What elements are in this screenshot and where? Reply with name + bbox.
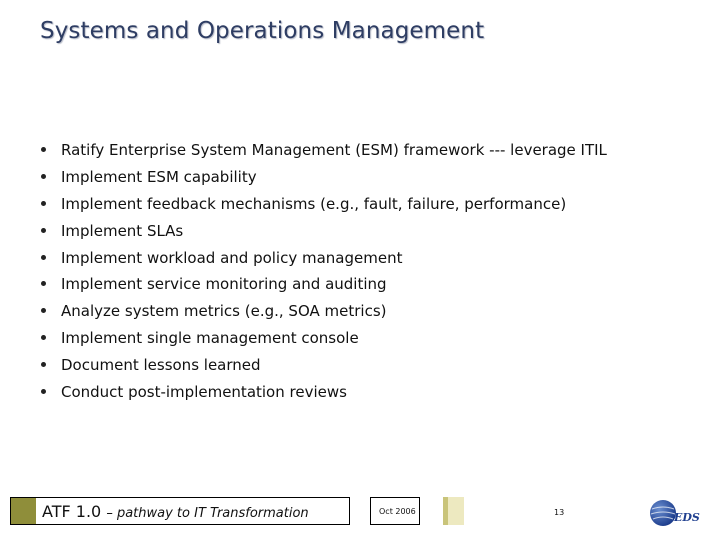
footer-date: Oct 2006 xyxy=(379,507,416,516)
date-box xyxy=(370,497,420,525)
bullet-text: Implement service monitoring and auditing xyxy=(61,275,387,294)
bullet-text: Implement workload and policy management xyxy=(61,248,403,267)
date-accent-bar-light xyxy=(448,497,464,525)
bullet-text: Analyze system metrics (e.g., SOA metrics) xyxy=(61,302,387,321)
bullet-text: Document lessons learned xyxy=(61,356,261,375)
bullet-text: Conduct post-implementation reviews xyxy=(61,383,347,402)
bullet-text: Implement feedback mechanisms (e.g., fault, failure, performance) xyxy=(61,194,567,213)
bullet-item xyxy=(41,355,607,382)
eds-logo xyxy=(648,498,704,528)
bullet-dot xyxy=(41,308,46,313)
bullet-item xyxy=(41,167,607,194)
bullet-item xyxy=(41,301,607,328)
bullet-dot xyxy=(41,228,46,233)
bullet-item xyxy=(41,274,607,301)
footer-tagline: – pathway to IT Transformation xyxy=(106,506,309,521)
bullet-item xyxy=(41,382,607,409)
footer-banner xyxy=(10,497,350,525)
bullet-item xyxy=(41,194,607,221)
page-number: 13 xyxy=(554,508,565,517)
bullet-text: Implement SLAs xyxy=(61,221,184,240)
bullet-dot xyxy=(41,174,46,179)
footer-olive-bar xyxy=(11,498,36,524)
bullet-dot xyxy=(41,362,46,367)
bullet-item xyxy=(41,248,607,275)
bullet-text: Ratify Enterprise System Management (ESM) framework --- leverage ITIL xyxy=(61,141,607,159)
bullet-dot xyxy=(41,389,46,394)
bullet-text: Implement ESM capability xyxy=(61,167,257,186)
bullet-dot xyxy=(41,335,46,340)
bullet-item xyxy=(41,140,607,167)
footer-atf-label: ATF 1.0 xyxy=(42,502,102,521)
bullet-item xyxy=(41,221,607,248)
bullet-item xyxy=(41,328,607,355)
bullet-dot xyxy=(41,201,46,206)
bullet-list xyxy=(41,140,607,409)
bullet-text: Implement single management console xyxy=(61,329,359,348)
slide-title: Systems and Operations Management xyxy=(40,18,485,44)
bullet-dot xyxy=(41,281,46,286)
logo-text: EDS xyxy=(674,511,700,524)
footer-text xyxy=(42,502,309,521)
bullet-dot xyxy=(41,255,46,260)
bullet-dot xyxy=(41,147,46,152)
